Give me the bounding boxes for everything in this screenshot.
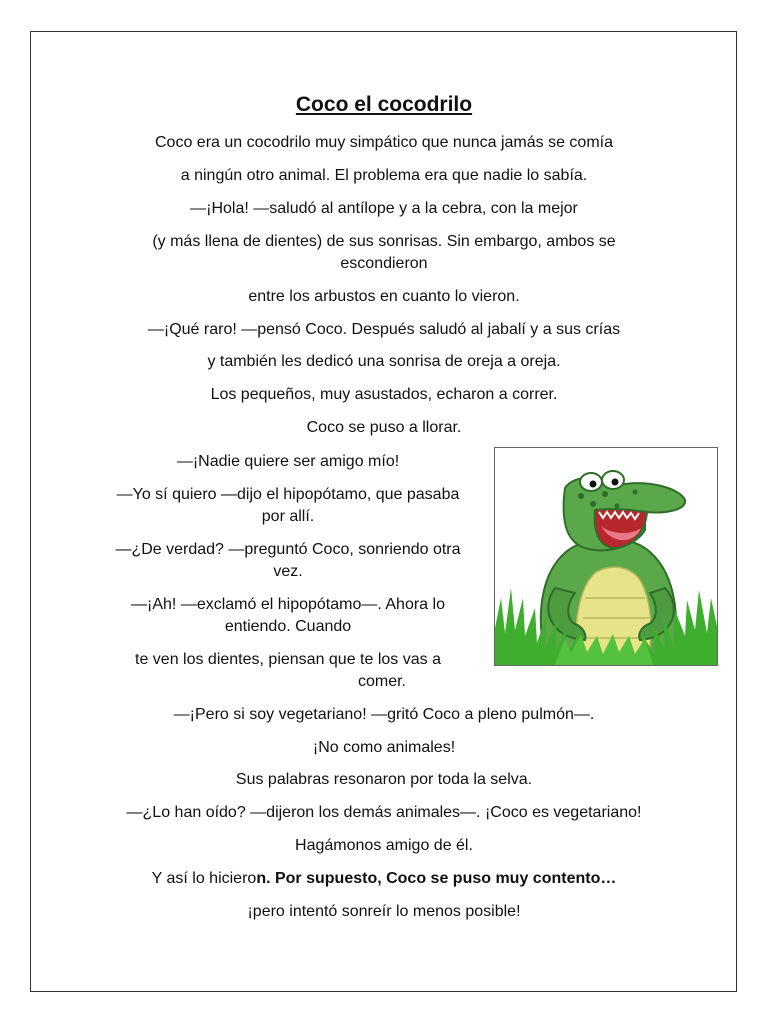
text-line: y también les dedicó una sonrisa de oreja a oreja. (207, 353, 561, 370)
text-line: —¡Qué raro! —pensó Coco. Después saludó al jabalí y a sus crías (147, 321, 621, 338)
crocodile-icon (495, 448, 717, 665)
text-line: Sus palabras resonaron por toda la selva. (235, 771, 533, 788)
text-line: te ven los dientes, piensan que te los vas a (135, 651, 441, 668)
text-line: Hagámonos amigo de él. (295, 837, 473, 854)
text-line: —¿Lo han oído? —dijeron los demás animales—. ¡Coco es vegetariano! (126, 804, 642, 821)
text-line: escondieron (340, 255, 428, 272)
text-line: Los pequeños, muy asustados, echaron a correr. (210, 386, 558, 403)
text-line: —¡Ah! —exclamó el hipopótamo—. Ahora lo (131, 596, 445, 613)
text-bold-part: n. Por supuesto, Coco se puso muy contento… (256, 870, 617, 887)
text-line: —¡Nadie quiere ser amigo mío! (176, 453, 400, 470)
text-line: entre los arbustos en cuanto lo vieron. (248, 288, 520, 305)
text-line: —¡Pero si soy vegetariano! —gritó Coco a pleno pulmón—. (173, 706, 595, 723)
text-line: por allí. (261, 508, 315, 525)
text-line: (y más llena de dientes) de sus sonrisas. Sin embargo, ambos se (152, 233, 616, 250)
text-line: vez. (273, 563, 303, 580)
text-line: —¡Hola! —saludó al antílope y a la cebra, con la mejor (190, 200, 578, 217)
story-title: Coco el cocodrilo (295, 93, 473, 116)
crocodile-illustration (494, 447, 718, 666)
text-line: —¿De verdad? —preguntó Coco, sonriendo otra (115, 541, 461, 558)
text-line-mixed (0, 868, 768, 890)
text-line: ¡pero intentó sonreír lo menos posible! (247, 903, 521, 920)
text-line: comer. (357, 673, 406, 690)
text-line: entiendo. Cuando (224, 618, 352, 635)
text-line: ¡No como animales! (312, 739, 456, 756)
text-line: Coco se puso a llorar. (306, 419, 462, 436)
text-line: —Yo sí quiero —dijo el hipopótamo, que pasaba (116, 486, 460, 503)
text-line: Coco era un cocodrilo muy simpático que nunca jamás se comía (155, 134, 613, 151)
text-plain-part: Y así lo hiciero (151, 870, 257, 887)
text-line: a ningún otro animal. El problema era que nadie lo sabía. (180, 167, 588, 184)
